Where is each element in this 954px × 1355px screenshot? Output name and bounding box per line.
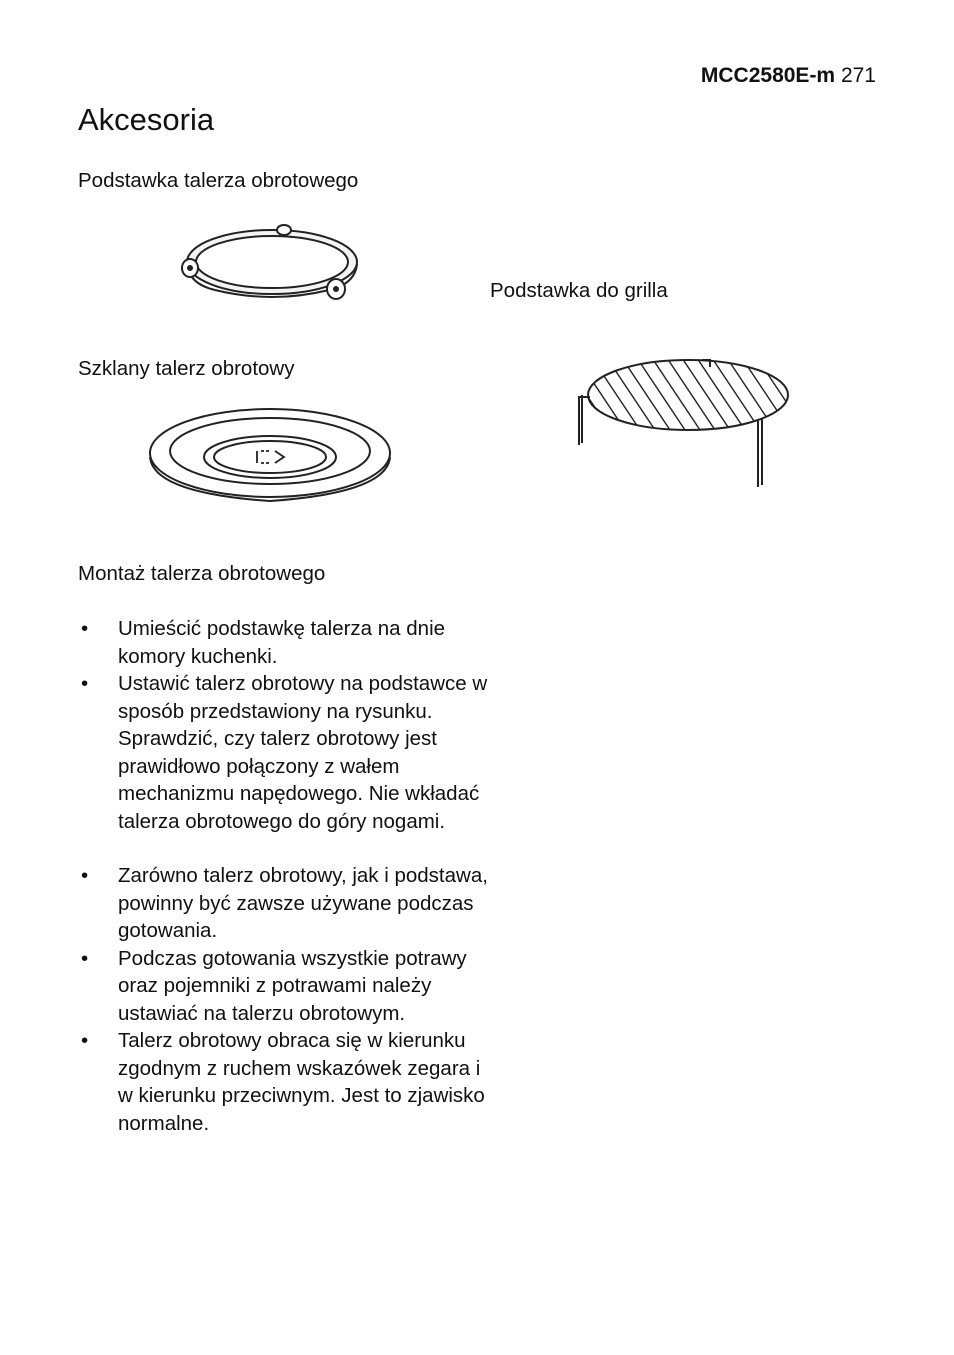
bullet-icon: • xyxy=(81,1029,89,1052)
glass-turntable-illustration xyxy=(145,405,395,505)
glass-turntable-label: Szklany talerz obrotowy xyxy=(78,357,295,380)
list-item xyxy=(78,1027,498,1137)
page-header xyxy=(701,64,876,88)
ring-support-label: Podstawka talerza obrotowego xyxy=(78,169,359,192)
list-item-text: Podczas gotowania wszystkie potrawy oraz pojemniki z potrawami należy ustawiać na talerzu obrotowym. xyxy=(118,946,467,1025)
list-item-text: Ustawić talerz obrotowy na podstawce w sposób przedstawiony na rysunku. Sprawdzić, czy talerz obrotowy jest prawidłowo połączony z wałem mechanizmu napędowego. Nie wkładać talerza obrotowego do góry nogami. xyxy=(118,672,488,833)
bullet-icon: • xyxy=(81,617,89,640)
page-number: 271 xyxy=(840,64,876,87)
list-item-text: Umieścić podstawkę talerza na dnie komory kuchenki. xyxy=(118,617,446,668)
list-item-text: Talerz obrotowy obraca się w kierunku zgodnym z ruchem wskazówek zegara i w kierunku przeciwnym. Jest to zjawisko normalne. xyxy=(118,1029,485,1135)
list-item xyxy=(78,670,498,835)
page-title: Akcesoria xyxy=(78,102,215,137)
model-number: MCC2580E-m xyxy=(700,64,836,87)
grill-rack-label: Podstawka do grilla xyxy=(490,279,668,302)
list-item xyxy=(78,862,498,945)
list-item xyxy=(78,945,498,1028)
bullet-icon: • xyxy=(81,946,89,970)
bullet-icon: • xyxy=(81,672,89,695)
roller-ring-illustration xyxy=(175,218,370,308)
grill-rack-illustration xyxy=(570,355,800,495)
list-item-text: Zarówno talerz obrotowy, jak i podstawa, powinny być zawsze używane podczas gotowania. xyxy=(118,864,488,942)
assembly-instructions-list xyxy=(78,615,498,1137)
bullet-icon: • xyxy=(81,864,89,887)
list-item xyxy=(78,615,498,670)
assembly-heading: Montaż talerza obrotowego xyxy=(78,562,326,585)
